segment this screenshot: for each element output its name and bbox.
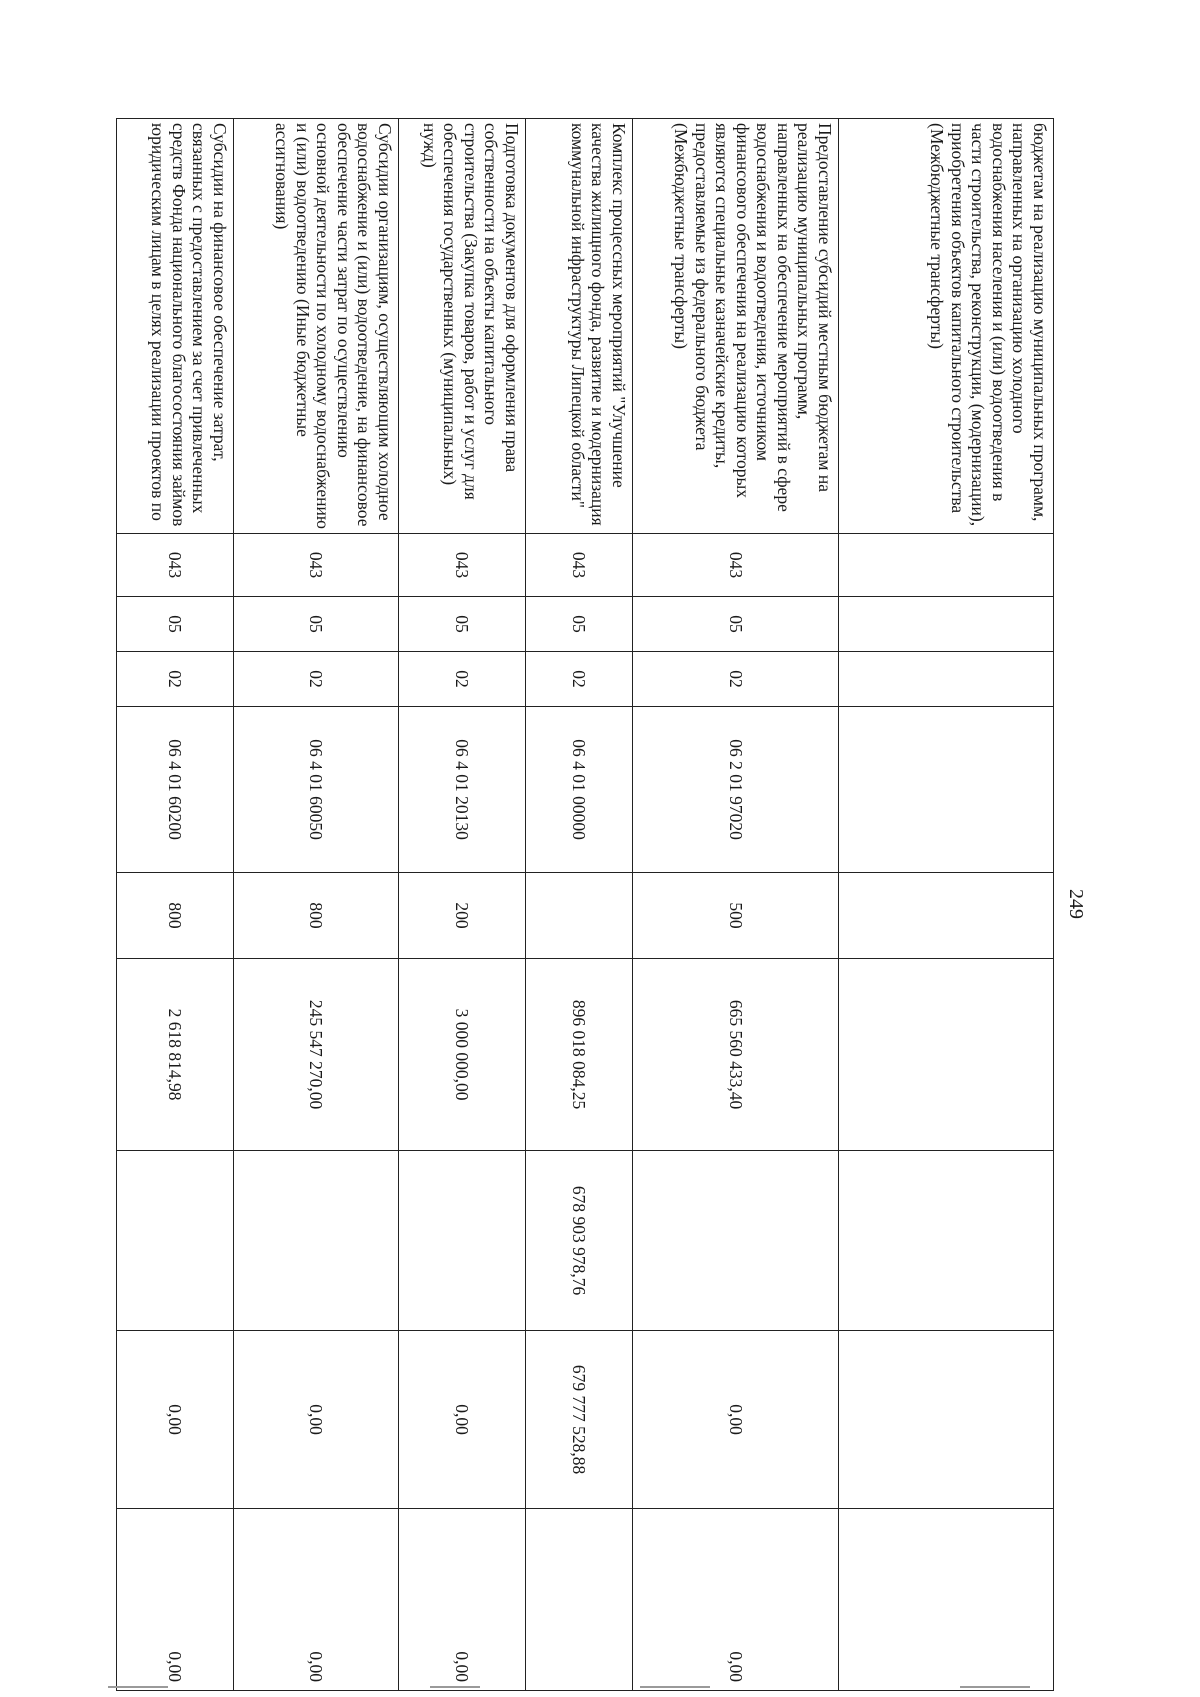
target-article-cell bbox=[839, 707, 1054, 873]
amount-cell: 0,00 bbox=[633, 1509, 839, 1691]
grbs-cell: 043 bbox=[234, 534, 399, 597]
row-name: Субсидии на финансовое обеспечение затрат, связанных с предоставлением за счет привлеченных средств Фонда национального благосостояния займов юридическим лицам в целях реализации проектов по bbox=[117, 119, 234, 534]
amount-cell bbox=[399, 1151, 526, 1331]
section-cell: 05 bbox=[234, 597, 399, 652]
row-name: Подготовка документов для оформления права собственности на объекты капитального строительства (Закупка товаров, работ и услуг для обеспечения государственных (муниципальных) нужд) bbox=[399, 119, 526, 534]
scan-artifact bbox=[430, 1686, 480, 1688]
amount-cell: 0,00 bbox=[117, 1509, 234, 1691]
amount-cell bbox=[234, 1151, 399, 1331]
grbs-cell: 043 bbox=[526, 534, 633, 597]
amount-cell: 245 547 270,00 bbox=[234, 959, 399, 1151]
target-article-cell: 06 4 01 20130 bbox=[399, 707, 526, 873]
table-row bbox=[399, 119, 526, 1691]
rotated-content bbox=[117, 118, 1088, 1690]
amount-cell: 0,00 bbox=[234, 1331, 399, 1509]
section-cell: 05 bbox=[633, 597, 839, 652]
subsection-cell bbox=[839, 652, 1054, 707]
amount-cell: 896 018 084,25 bbox=[526, 959, 633, 1151]
target-article-cell: 06 4 01 60050 bbox=[234, 707, 399, 873]
row-name: Субсидии организациям, осуществляющим холодное водоснабжение и (или) водоотведение, на финансовое обеспечение части затрат по осуществлению основной деятельности по холодному водоснабжению и (или) водоотведению (Иные бюджетные ассигнования) bbox=[234, 119, 399, 534]
page-number: 249 bbox=[1065, 889, 1087, 919]
amount-cell: 679 777 528,88 bbox=[526, 1331, 633, 1509]
amount-cell: 0,00 bbox=[399, 1331, 526, 1509]
amount-cell: 0,00 bbox=[234, 1509, 399, 1691]
scan-artifact bbox=[108, 1686, 168, 1688]
expense-type-cell bbox=[839, 873, 1054, 959]
scan-artifact bbox=[960, 1686, 1030, 1688]
amount-cell bbox=[526, 1509, 633, 1691]
subsection-cell: 02 bbox=[633, 652, 839, 707]
amount-cell bbox=[839, 1509, 1054, 1691]
table-row bbox=[526, 119, 633, 1691]
grbs-cell bbox=[839, 534, 1054, 597]
amount-cell: 2 618 814,98 bbox=[117, 959, 234, 1151]
subsection-cell: 02 bbox=[117, 652, 234, 707]
grbs-cell: 043 bbox=[117, 534, 234, 597]
table-row bbox=[633, 119, 839, 1691]
amount-cell bbox=[839, 1331, 1054, 1509]
amount-cell: 0,00 bbox=[633, 1331, 839, 1509]
amount-cell: 0,00 bbox=[399, 1509, 526, 1691]
target-article-cell: 06 4 01 60200 bbox=[117, 707, 234, 873]
row-name: Предоставление субсидий местным бюджетам на реализацию муниципальных программ, направленных на обеспечение мероприятий в сфере водоснабжения и водоотведения, источником финансового обеспечения на реализацию которых являются специальные казначейские кредиты, предоставляемые из федерального бюджета (Межбюджетные трансферты) bbox=[633, 119, 839, 534]
subsection-cell: 02 bbox=[526, 652, 633, 707]
table-row bbox=[234, 119, 399, 1691]
scan-artifact bbox=[640, 1686, 710, 1688]
expense-type-cell bbox=[526, 873, 633, 959]
amount-cell: 3 000 000,00 bbox=[399, 959, 526, 1151]
grbs-cell: 043 bbox=[633, 534, 839, 597]
amount-cell bbox=[839, 1151, 1054, 1331]
section-cell: 05 bbox=[526, 597, 633, 652]
target-article-cell: 06 2 01 97020 bbox=[633, 707, 839, 873]
row-name: бюджетам на реализацию муниципальных программ, направленных на организацию холодного водоснабжения населения и (или) водоотведения в части строительства, реконструкции, (модернизации), приобретения объектов капитального строительства (Межбюджетные трансферты) bbox=[839, 119, 1054, 534]
table-row bbox=[839, 119, 1054, 1691]
expense-type-cell: 800 bbox=[234, 873, 399, 959]
section-cell: 05 bbox=[117, 597, 234, 652]
budget-table bbox=[116, 118, 1054, 1691]
amount-cell bbox=[117, 1151, 234, 1331]
section-cell bbox=[839, 597, 1054, 652]
subsection-cell: 02 bbox=[234, 652, 399, 707]
amount-cell: 678 903 978,76 bbox=[526, 1151, 633, 1331]
subsection-cell: 02 bbox=[399, 652, 526, 707]
amount-cell: 0,00 bbox=[117, 1331, 234, 1509]
table-row bbox=[117, 119, 234, 1691]
target-article-cell: 06 4 01 00000 bbox=[526, 707, 633, 873]
grbs-cell: 043 bbox=[399, 534, 526, 597]
amount-cell bbox=[839, 959, 1054, 1151]
row-name: Комплекс процессных мероприятий "Улучшение качества жилищного фонда, развитие и модернизация коммунальной инфраструктуры Липецкой области" bbox=[526, 119, 633, 534]
section-cell: 05 bbox=[399, 597, 526, 652]
expense-type-cell: 200 bbox=[399, 873, 526, 959]
amount-cell: 665 560 433,40 bbox=[633, 959, 839, 1151]
expense-type-cell: 500 bbox=[633, 873, 839, 959]
amount-cell bbox=[633, 1151, 839, 1331]
expense-type-cell: 800 bbox=[117, 873, 234, 959]
